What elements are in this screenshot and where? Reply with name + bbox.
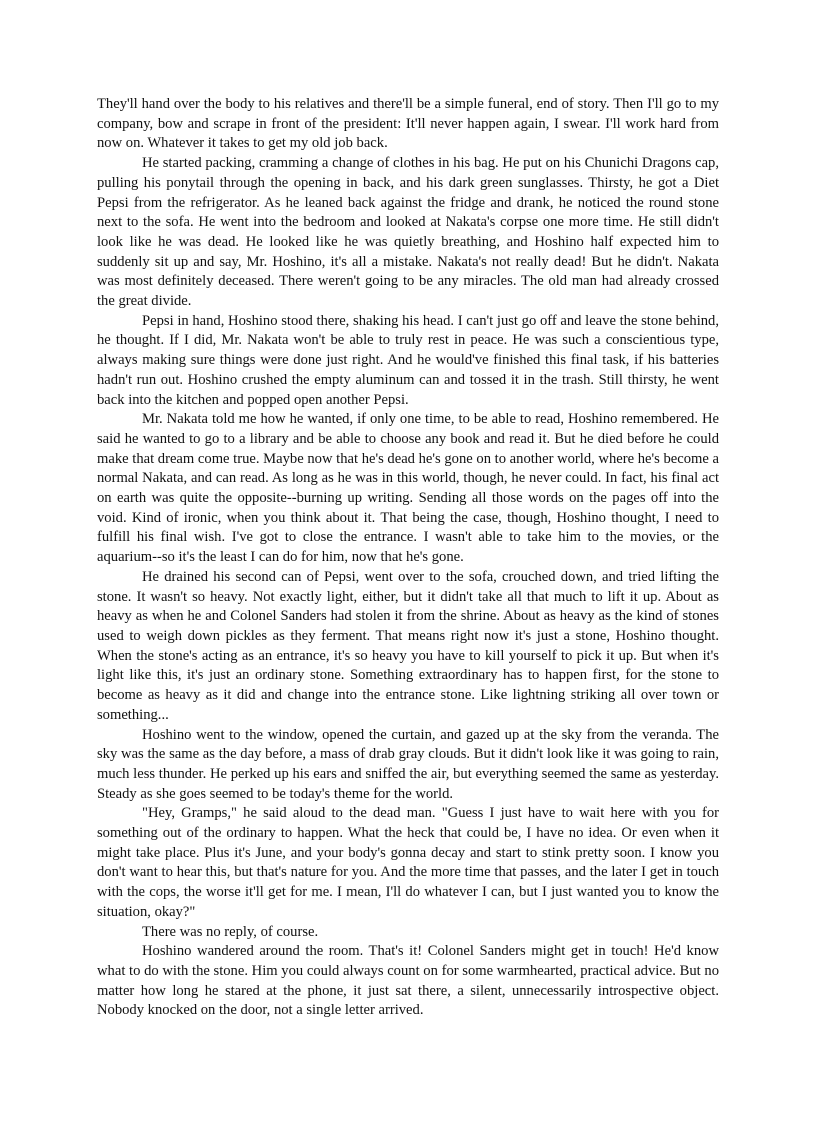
paragraph-5: He drained his second can of Pepsi, went over to the sofa, crouched down, and tried lifting the stone. It wasn't so heavy. Not exactly light, either, but it didn't take all that much to lift it up. About as heavy as when he and Colonel Sanders had stolen it from the shrine. About as heavy as the kind of stones used to weigh down pickles as they ferment. That means right now it's just a stone, Hoshino thought. When the stone's acting as an entrance, it's so heavy you have to kill yourself to pick it up. But when it's light like this, it's just an ordinary stone. Something extraordinary has to happen first, for the stone to become as heavy as it did and change into the entrance stone. Like lightning striking all over town or something... — [97, 568, 719, 723]
paragraph-9: Hoshino wandered around the room. That's it! Colonel Sanders might get in touch! He'd know what to do with the stone. Him you could always count on for some warmhearted, practical advice. But no matter how long he stared at the phone, it just sat there, a silent, unnecessarily introspective object. Nobody knocked on the door, not a single letter arrived. — [97, 943, 719, 1019]
paragraph-1: They'll hand over the body to his relatives and there'll be a simple funeral, end of story. Then I'll go to my company, bow and scrape in front of the president: It'll never happen again, I swear. I'll work hard from now on. Whatever it takes to get my old job back. — [97, 96, 719, 152]
paragraph-4: Mr. Nakata told me how he wanted, if only one time, to be able to read, Hoshino remembered. He said he wanted to go to a library and be able to choose any book and read it. But he died before he could make that dream come true. Maybe now that he's dead he's gone on to another world, where he's become a normal Nakata, and can read. As long as he was in this world, though, he never could. In fact, his final act on earth was quite the opposite--burning up writing. Sending all those words on the pages off into the void. Kind of ironic, when you think about it. That being the case, though, Hoshino thought, I need to fulfill his final wish. I've got to close the entrance. I wasn't able to take him to the movies, or the aquarium--so it's the least I can do for him, now that he's gone. — [97, 411, 719, 566]
paragraph-7: "Hey, Gramps," he said aloud to the dead man. "Guess I just have to wait here with you for something out of the ordinary to happen. What the heck that could be, I have no idea. Or even when it might take place. Plus it's June, and your body's gonna decay and start to stink pretty soon. I know you don't want to hear this, but that's nature for you. And the more time that passes, and the later I get in touch with the cops, the worse it'll get for me. I mean, I'll do whatever I can, but I just wanted you to know the situation, okay?" — [97, 805, 719, 920]
paragraph-2: He started packing, cramming a change of clothes in his bag. He put on his Chunichi Dragons cap, pulling his ponytail through the opening in back, and his dark green sunglasses. Thirsty, he got a Diet Pepsi from the refrigerator. As he leaned back against the fridge and drank, he noticed the round stone next to the sofa. He went into the bedroom and looked at Nakata's corpse one more time. He still didn't look like he was dead. He looked like he was quietly breathing, and Hoshino half expected him to suddenly sit up and say, Mr. Hoshino, it's all a mistake. Nakata's not really dead! But he didn't. Nakata was most definitely deceased. There weren't going to be any miracles. The old man had already crossed the great divide. — [97, 155, 719, 310]
document-page — [97, 95, 719, 1021]
paragraph-3: Pepsi in hand, Hoshino stood there, shaking his head. I can't just go off and leave the stone behind, he thought. If I did, Mr. Nakata won't be able to truly rest in peace. He was such a conscientious type, always making sure things were done just right. And he would've finished this final task, if his batteries hadn't run out. Hoshino crushed the empty aluminum can and tossed it in the trash. Still thirsty, he went back into the kitchen and popped open another Pepsi. — [97, 312, 719, 408]
paragraph-6: Hoshino went to the window, opened the curtain, and gazed up at the sky from the veranda. The sky was the same as the day before, a mass of drab gray clouds. But it didn't look like it was going to rain, much less thunder. He perked up his ears and sniffed the air, but everything seemed the same as yesterday. Steady as she goes seemed to be today's theme for the world. — [97, 726, 719, 802]
paragraph-8: There was no reply, of course. — [142, 923, 319, 940]
